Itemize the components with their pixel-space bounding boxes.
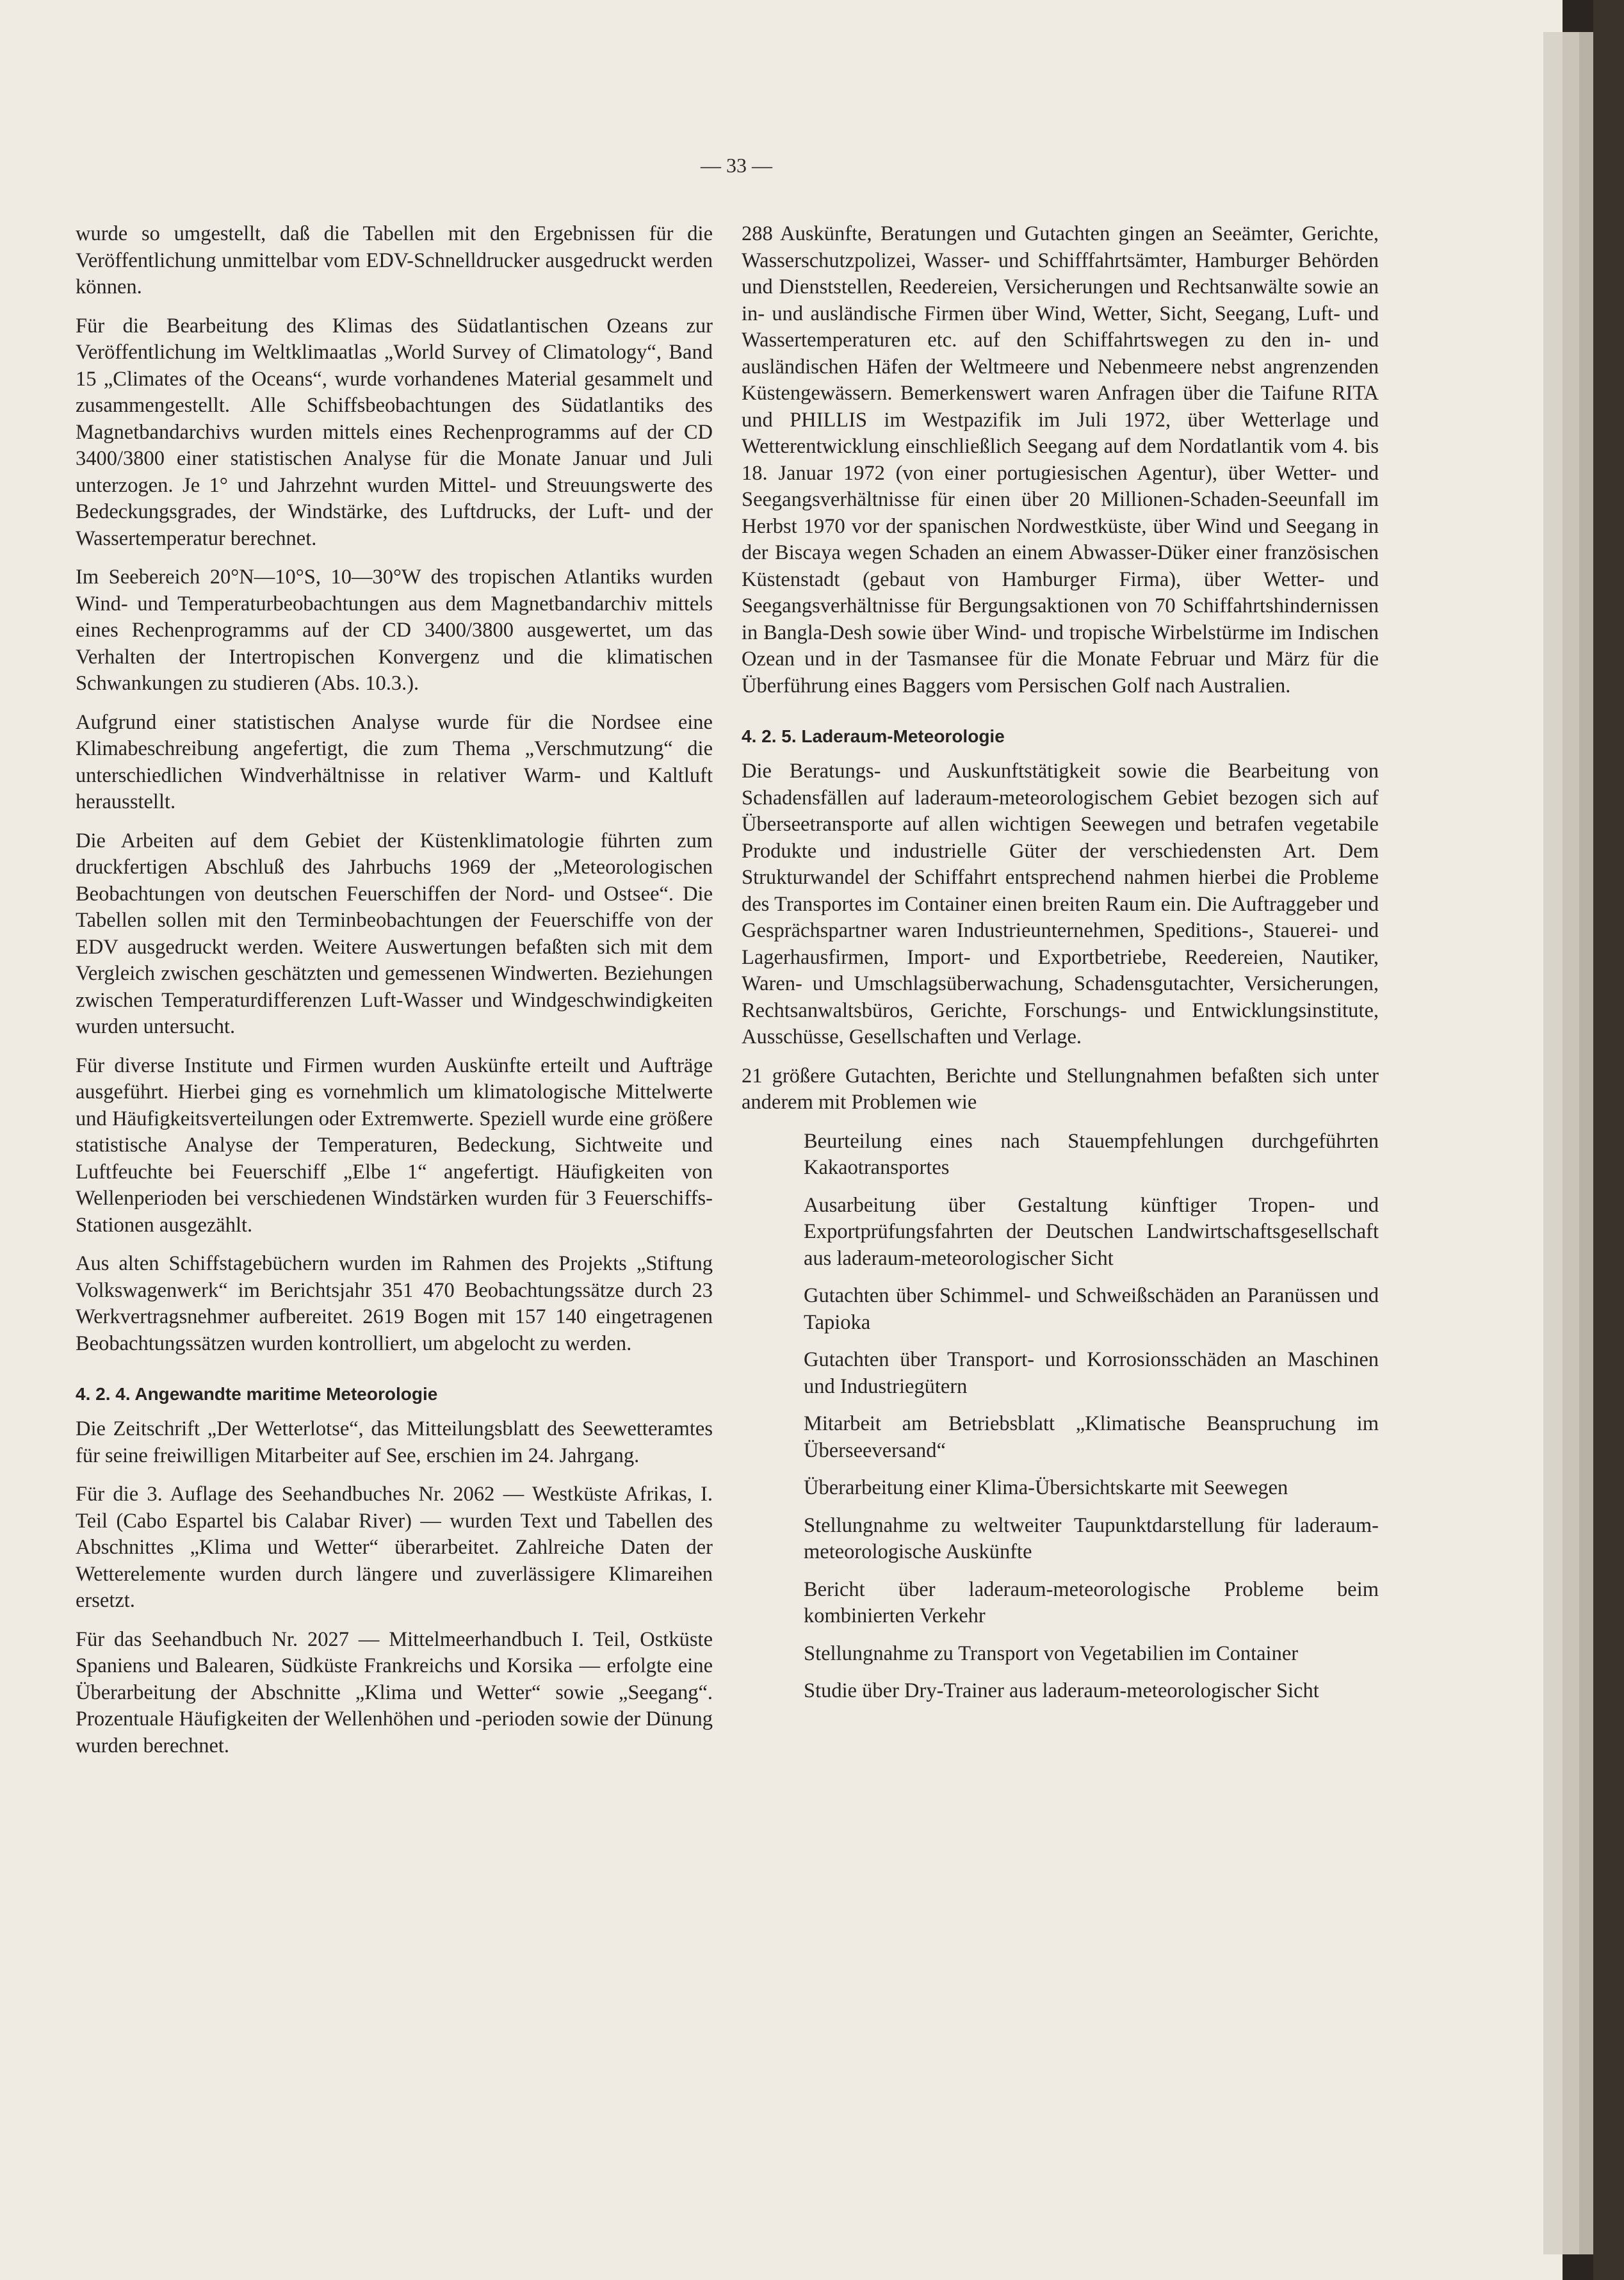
left-column bbox=[76, 221, 713, 1771]
list-item: Stellungnahme zu Transport von Vegetabilien im Container bbox=[804, 1641, 1299, 1665]
page-number: — 33 — bbox=[701, 154, 772, 177]
right-column bbox=[742, 221, 1379, 1716]
paragraph: Die Arbeiten auf dem Gebiet der Küstenklimatologie führten zum druckfertigen Abschluß des Jahrbuchs 1969 der „Meteorologischen Beobachtungen von deutschen Feuerschiffen der Nord- und Ostsee“. Die Tabellen sollen mit den Terminbeobachtungen der Feuerschiffe von der EDV ausgedruckt werden. Weitere Auswertungen befaßten sich mit dem Vergleich zwischen geschätzten und gemessenen Windwerten. Beziehungen zwischen Temperaturdifferenzen Luft-Wasser und Windgeschwindigkeiten wurden untersucht. bbox=[76, 829, 713, 1038]
paragraph: Die Zeitschrift „Der Wetterlotse“, das Mitteilungsblatt des Seewetteramtes für seine freiwilligen Mitarbeiter auf See, erschien im 24. Jahrgang. bbox=[76, 1417, 713, 1467]
list-item: Ausarbeitung über Gestaltung künftiger Tropen- und Exportprüfungsfahrten der Deutschen Landwirtschaftsgesellschaft aus laderaum-meteorologischer Sicht bbox=[804, 1193, 1379, 1270]
page-edge bbox=[1579, 32, 1593, 2254]
section-heading: 4. 2. 4. Angewandte maritime Meteorologie bbox=[76, 1384, 438, 1404]
paragraph: Aus alten Schiffstagebüchern wurden im Rahmen des Projekts „Stiftung Volkswagenwerk“ im Berichtsjahr 351 470 Beobachtungssätze durch 23 Werkvertragsnehmer aufbereitet. 2619 Bogen mit 157 140 eingetragenen Beobachtungssätzen wurden kontrolliert, um abgelocht zu werden. bbox=[76, 1252, 713, 1355]
paragraph: Für die 3. Auflage des Seehandbuches Nr. 2062 — Westküste Afrikas, I. Teil (Cabo Espartel bis Calabar River) — wurden Text und Tabellen des Abschnittes „Klima und Wetter“ überarbeitet. Zahlreiche Daten der Wetterelemente wurden durch längere und zuverlässigere Klimareihen ersetzt. bbox=[76, 1483, 713, 1612]
list-item: Gutachten über Schimmel- und Schweißschäden an Paranüssen und Tapioka bbox=[804, 1284, 1379, 1334]
paragraph: Für das Seehandbuch Nr. 2027 — Mittelmeerhandbuch I. Teil, Ostküste Spaniens und Balearen, Südküste Frankreichs und Korsika — erfolgte eine Überarbeitung der Abschnitte „Klima und Wetter“ sowie „Seegang“. Prozentuale Häufigkeiten der Wellenhöhen und -perioden sowie der Dünung wurden berechnet. bbox=[76, 1627, 713, 1757]
topic-list bbox=[742, 1128, 1379, 1705]
list-item: Gutachten über Transport- und Korrosionsschäden an Maschinen und Industriegütern bbox=[804, 1348, 1379, 1398]
list-item: Bericht über laderaum-meteorologische Probleme beim kombinierten Verkehr bbox=[804, 1577, 1379, 1627]
list-item: Überarbeitung einer Klima-Übersichtskarte mit Seewegen bbox=[804, 1476, 1288, 1499]
paragraph: 288 Auskünfte, Beratungen und Gutachten gingen an Seeämter, Gerichte, Wasserschutzpolizei, Wasser- und Schifffahrtsämter, Hamburger Behörden und Dienststellen, Reedereien, Versicherungen und Rechtsanwälte sowie an in- und ausländische Firmen über Wind, Wetter, Sicht, Seegang, Luft- und Wassertemperaturen etc. auf den Schiffahrtswegen zu den in- und ausländischen Häfen der Weltmeere und Nebenmeere nebst angrenzenden Küstengewässern. Bemerkenswert waren Anfragen über die Taifune RITA und PHILLIS im Westpazifik im Juli 1972, über Wetterlage und Wetterentwicklung einschließlich Seegang auf dem Nordatlantik vom 4. bis 18. Januar 1972 (von einer portugiesischen Agentur), über Wetter- und Seegangsverhältnisse für einen über 20 Millionen-Schaden-Seeunfall im Herbst 1970 vor der spanischen Nordwestküste, über Wind und Seegang in der Biscaya wegen Schaden an einem Abwasser-Düker einer französischen Küstenstadt (gebaut von Hamburger Firma), über Wetter- und Seegangsverhältnisse für Bergungsaktionen von 70 Schiffahrtshindernissen in Bangla-Desh sowie über Wind- und tropische Wirbelstürme im Indischen Ozean und in der Tasmansee für die Monate Februar und März für die Überführung eines Baggers vom Persischen Golf nach Australien. bbox=[742, 222, 1379, 697]
paragraph: Die Beratungs- und Auskunftstätigkeit sowie die Bearbeitung von Schadensfällen auf laderaum-meteorologischem Gebiet bezogen sich auf Überseetransporte auf allen wichtigen Seewegen und betrafen vegetabile Produkte und industrielle Güter der verschiedensten Art. Dem Strukturwandel der Schiffahrt entsprechend nahmen hierbei die Probleme des Transportes im Container einen breiten Raum ein. Die Auftraggeber und Gesprächspartner waren Industrieunternehmen, Speditions-, Stauerei- und Lagerhausfirmen, Import- und Exportbetriebe, Reedereien, Nautiker, Waren- und Umschlagsüberwachung, Schadensgutachter, Versicherungen, Rechtsanwaltsbüros, Gerichte, Forschungs- und Entwicklungsinstitute, Ausschüsse, Gesellschaften und Verlage. bbox=[742, 760, 1379, 1048]
paragraph: 21 größere Gutachten, Berichte und Stellungnahmen befaßten sich unter anderem mit Problemen wie bbox=[742, 1064, 1379, 1114]
paragraph: Für die Bearbeitung des Klimas des Südatlantischen Ozeans zur Veröffentlichung im Weltklimaatlas „World Survey of Climatology“, Band 15 „Climates of the Oceans“, wurde vorhandenes Material gesammelt und zusammengestellt. Alle Schiffsbeobachtungen des Südatlantiks des Magnetbandarchivs wurden mittels eines Rechenprogramms auf der CD 3400/3800 einer statistischen Analyse für die Monate Januar und Juli unterzogen. Je 1° und Jahrzehnt wurden Mittel- und Streuungswerte des Bedeckungsgrades, der Windstärke, des Luftdrucks, der Luft- und der Wassertemperatur berechnet. bbox=[76, 314, 713, 550]
paragraph: Für diverse Institute und Firmen wurden Auskünfte erteilt und Aufträge ausgeführt. Hierbei ging es vornehmlich um klimatologische Mittelwerte und Häufigkeitsverteilungen oder Extremwerte. Speziell wurde eine größere statistische Analyse der Temperaturen, Bedeckung, Sichtweite und Luftfeuchte bei Feuerschiff „Elbe 1“ angefertigt. Häufigkeiten von Wellenperioden bei verschiedenen Windstärken wurden für 3 Feuerschiffs-Stationen ausgezählt. bbox=[76, 1054, 713, 1237]
list-item: Beurteilung eines nach Stauempfehlungen durchgeführten Kakaotransportes bbox=[804, 1129, 1379, 1179]
page-edge bbox=[1563, 32, 1579, 2254]
section-heading: 4. 2. 5. Laderaum-Meteorologie bbox=[742, 726, 1005, 746]
scan-border bbox=[1593, 0, 1624, 2280]
list-item: Stellungnahme zu weltweiter Taupunktdarstellung für laderaum-meteorologische Auskünfte bbox=[804, 1513, 1379, 1563]
list-item: Studie über Dry-Trainer aus laderaum-meteorologischer Sicht bbox=[804, 1679, 1319, 1702]
list-item: Mitarbeit am Betriebsblatt „Klimatische Beanspruchung im Überseeversand“ bbox=[804, 1412, 1379, 1462]
page-edge bbox=[1543, 32, 1563, 2254]
paragraph: Aufgrund einer statistischen Analyse wurde für die Nordsee eine Klimabeschreibung angefertigt, die zum Thema „Verschmutzung“ die unterschiedlichen Windverhältnisse in relativer Warm- und Kaltluft herausstellt. bbox=[76, 710, 713, 813]
paragraph: wurde so umgestellt, daß die Tabellen mit den Ergebnissen für die Veröffentlichung unmittelbar vom EDV-Schnelldrucker ausgedruckt werden können. bbox=[76, 222, 713, 298]
paragraph: Im Seebereich 20°N—10°S, 10—30°W des tropischen Atlantiks wurden Wind- und Temperaturbeobachtungen aus dem Magnetbandarchiv mittels eines Rechenprogramms auf der CD 3400/3800 ausgewertet, um das Verhalten der Intertropischen Konvergenz und die klimatischen Schwankungen zu studieren (Abs. 10.3.). bbox=[76, 566, 713, 695]
